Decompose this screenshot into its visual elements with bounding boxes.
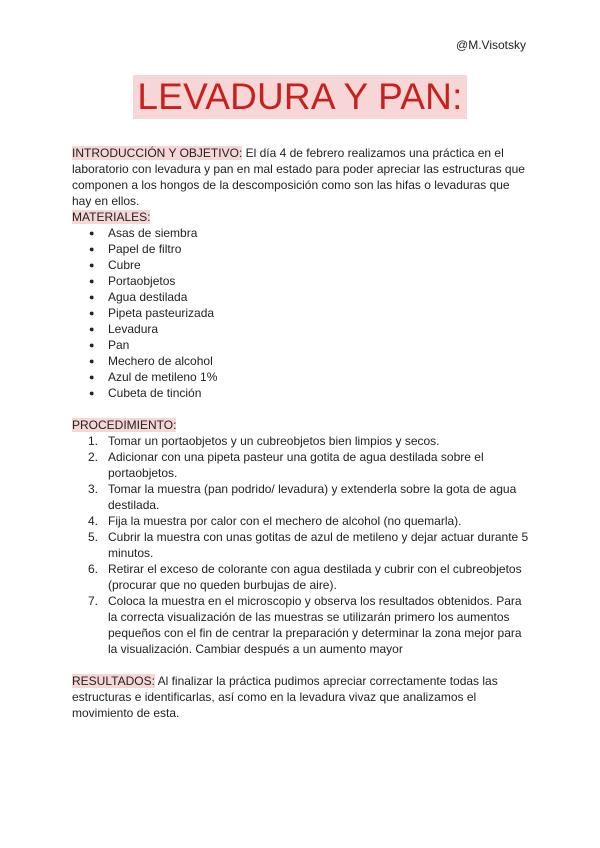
step-text: Retirar el exceso de colorante con agua destilada y cubrir con el cubreobjetos (procurar que no queden burbujas de aire).: [108, 562, 522, 592]
list-item: ● Azul de metileno 1%: [72, 369, 532, 385]
list-item: ● Papel de filtro: [72, 241, 532, 257]
step-text: Tomar la muestra (pan podrido/ levadura) y extenderla sobre la gota de agua destilada.: [108, 482, 517, 512]
step-number: 7.: [88, 594, 99, 608]
step-number: 1.: [88, 434, 99, 448]
procedure-label: PROCEDIMIENTO:: [72, 418, 177, 432]
list-item: ● Portaobjetos: [72, 273, 532, 289]
step-number: 3.: [88, 482, 99, 496]
procedure-step: [72, 513, 532, 529]
list-item: ● Cubre: [72, 257, 532, 273]
author-handle: @M.Visotsky: [456, 38, 526, 52]
step-text: Cubrir la muestra con unas gotitas de azul de metileno y dejar actuar durante 5 minutos.: [108, 530, 529, 560]
materials-section: [72, 209, 532, 401]
results-text: Al finalizar la práctica pudimos apreciar correctamente todas las estructuras e identificarlas, así como en la levadura vivaz que analizamos el movimiento de esta.: [72, 674, 498, 720]
list-item: ● Levadura: [72, 321, 532, 337]
step-number: 5.: [88, 530, 99, 544]
document-body: [72, 145, 532, 721]
step-number: 4.: [88, 514, 99, 528]
section-spacer: [72, 401, 532, 417]
procedure-step: [72, 593, 532, 657]
title-container: [0, 75, 600, 119]
step-number: 2.: [88, 450, 99, 464]
list-item: ● Cubeta de tinción: [72, 385, 532, 401]
procedure-step: [72, 561, 532, 593]
materials-label: MATERIALES:: [72, 210, 151, 224]
step-text: Fija la muestra por calor con el mechero de alcohol (no quemarla).: [108, 514, 462, 528]
step-text: Tomar un portaobjetos y un cubreobjetos bien limpios y secos.: [108, 434, 440, 448]
step-text: Adicionar con una pipeta pasteur una gotita de agua destilada sobre el portaobjetos.: [108, 450, 484, 480]
results-label: RESULTADOS:: [72, 674, 155, 688]
procedure-step: [72, 529, 532, 561]
list-item: ● Pan: [72, 337, 532, 353]
list-item: ● Agua destilada: [72, 289, 532, 305]
page-title: LEVADURA Y PAN:: [133, 75, 466, 119]
procedure-step: [72, 449, 532, 481]
intro-paragraph: [72, 145, 532, 209]
procedure-list: [72, 433, 532, 657]
intro-label: INTRODUCCIÓN Y OBJETIVO:: [72, 146, 243, 160]
step-text: Coloca la muestra en el microscopio y observa los resultados obtenidos. Para la correcta visualización de las muestras se utilizarán primero los aumentos pequeños con el fin de centrar la preparación y determinar la zona mejor para la visualización. Cambiar después a un aumento mayor: [108, 594, 522, 656]
results-paragraph: [72, 673, 532, 721]
list-item: ● Mechero de alcohol: [72, 353, 532, 369]
procedure-step: [72, 481, 532, 513]
intro-text: El día 4 de febrero realizamos una práctica en el laboratorio con levadura y pan en mal estado para poder apreciar las estructuras que componen a los hongos de la descomposición como son las hifas o levaduras que hay en ellos.: [72, 146, 525, 208]
materials-list: [72, 225, 532, 401]
section-spacer: [72, 657, 532, 673]
procedure-section: [72, 417, 532, 657]
list-item: ● Asas de siembra: [72, 225, 532, 241]
step-number: 6.: [88, 562, 99, 576]
procedure-step: [72, 433, 532, 449]
list-item: ● Pipeta pasteurizada: [72, 305, 532, 321]
